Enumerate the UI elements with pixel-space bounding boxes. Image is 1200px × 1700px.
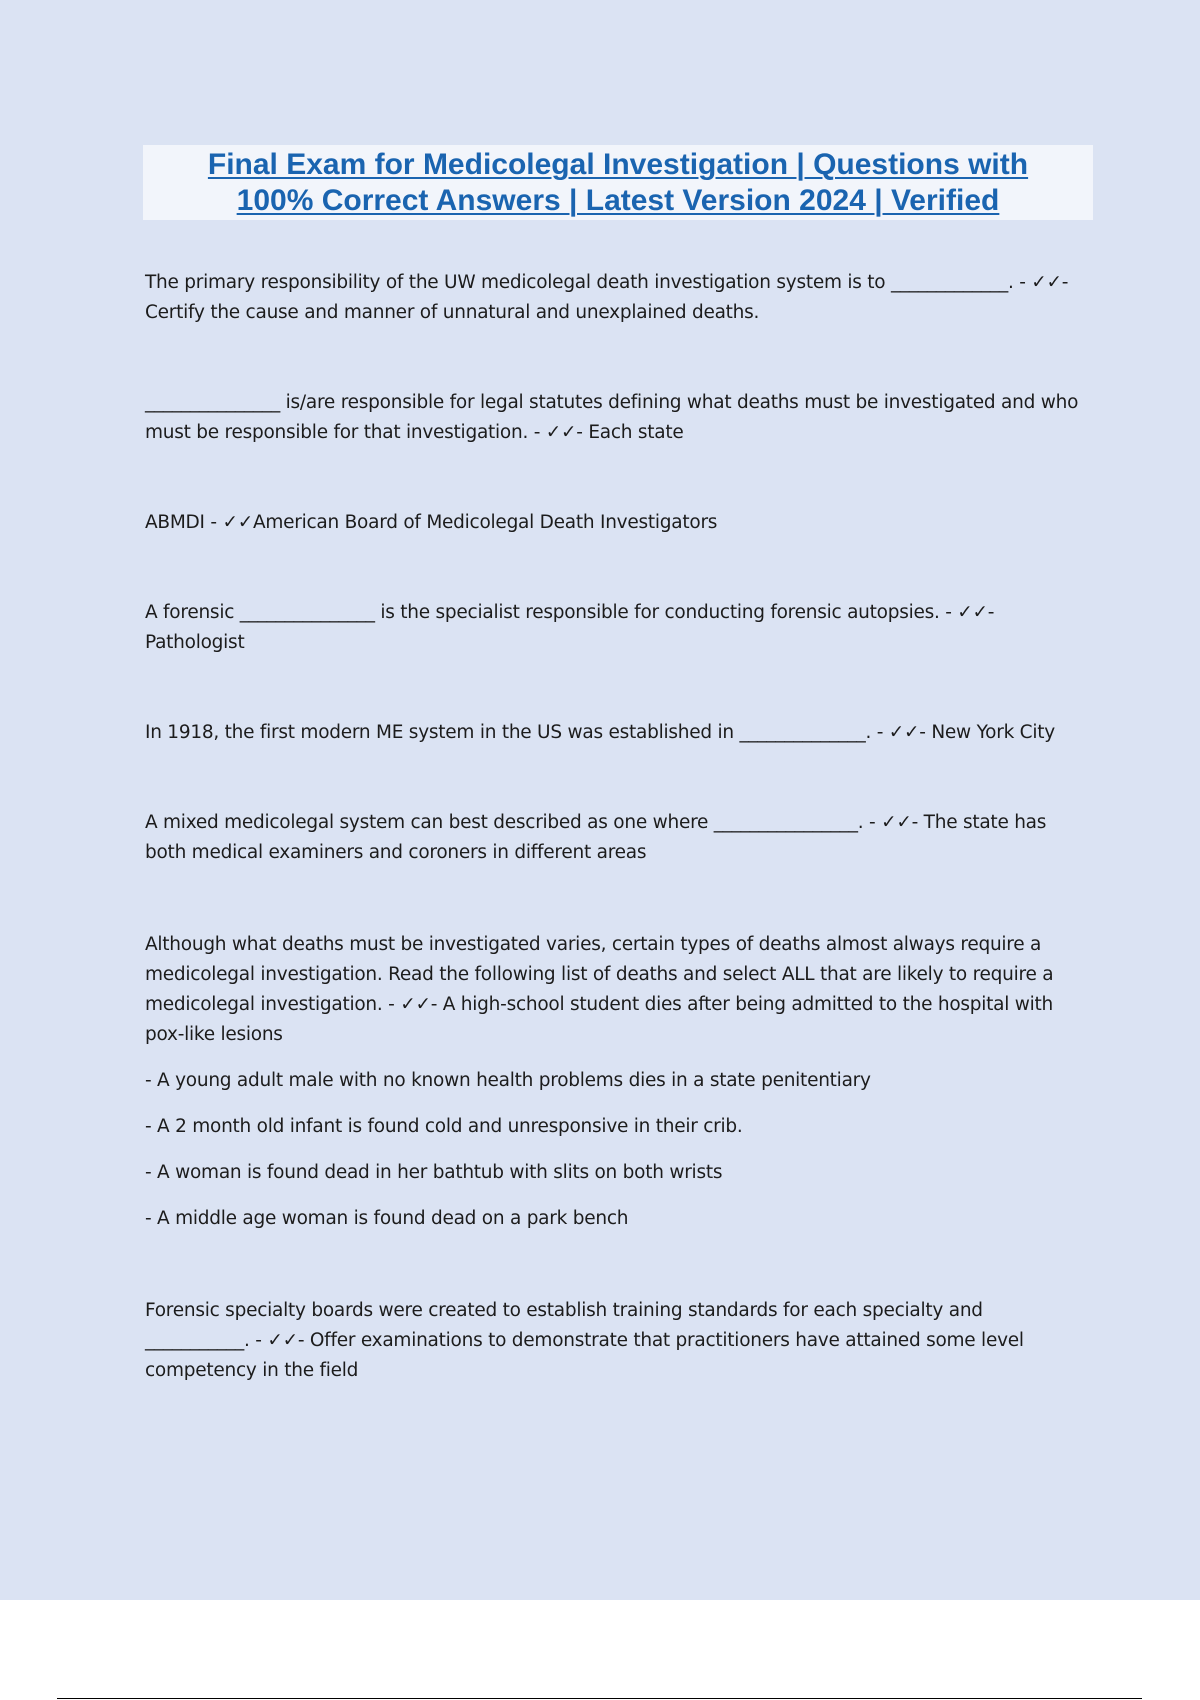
answer-bullet: - A young adult male with no known health problems dies in a state penitentiary bbox=[145, 1070, 871, 1091]
qa-item bbox=[145, 930, 1090, 1050]
qa-text: medicolegal investigation. - ✓✓- A high-school student dies after being admitted to the hospital with bbox=[145, 994, 1054, 1015]
qa-text: In 1918, the first modern ME system in the US was established in ______________. - ✓✓- New York City bbox=[145, 722, 1055, 743]
qa-text: Certify the cause and manner of unnatural and unexplained deaths. bbox=[145, 302, 760, 323]
qa-text: must be responsible for that investigation. - ✓✓- Each state bbox=[145, 422, 684, 443]
qa-text: medicolegal investigation. Read the following list of deaths and select ALL that are likely to require a bbox=[145, 964, 1054, 985]
qa-text: ___________. - ✓✓- Offer examinations to demonstrate that practitioners have attained some level bbox=[145, 1330, 1024, 1351]
title-line-2: 100% Correct Answers | Latest Version 2024 | Verified bbox=[236, 184, 1000, 217]
answer-bullet: - A 2 month old infant is found cold and unresponsive in their crib. bbox=[145, 1116, 743, 1137]
qa-text: pox-like lesions bbox=[145, 1024, 283, 1045]
qa-text: Although what deaths must be investigated varies, certain types of deaths almost always require a bbox=[145, 934, 1042, 955]
answer-bullet: - A woman is found dead in her bathtub with slits on both wrists bbox=[145, 1162, 723, 1183]
qa-item bbox=[145, 598, 1090, 658]
qa-item bbox=[145, 268, 1090, 328]
qa-text: A forensic _______________ is the specialist responsible for conducting forensic autopsies. - ✓✓- bbox=[145, 602, 995, 623]
qa-item bbox=[145, 388, 1090, 448]
question-list bbox=[145, 268, 1090, 1386]
qa-item bbox=[145, 1296, 1090, 1386]
qa-text: Forensic specialty boards were created to establish training standards for each specialty and bbox=[145, 1300, 983, 1321]
qa-text: _______________ is/are responsible for legal statutes defining what deaths must be investigated and who bbox=[145, 392, 1079, 413]
qa-text: competency in the field bbox=[145, 1360, 359, 1381]
qa-text: Pathologist bbox=[145, 632, 245, 653]
qa-item bbox=[145, 808, 1090, 868]
qa-text: both medical examiners and coroners in different areas bbox=[145, 842, 647, 863]
title-line-1: Final Exam for Medicolegal Investigation | Questions with bbox=[207, 148, 1029, 181]
qa-text: The primary responsibility of the UW medicolegal death investigation system is to _____________. - ✓✓- bbox=[145, 272, 1069, 293]
qa-text: ABMDI - ✓✓American Board of Medicolegal Death Investigators bbox=[145, 512, 718, 533]
footer-divider bbox=[57, 1698, 1142, 1699]
document-title bbox=[143, 145, 1093, 220]
answer-bullet: - A middle age woman is found dead on a park bench bbox=[145, 1208, 629, 1229]
qa-text: A mixed medicolegal system can best described as one where ________________. - ✓✓- The state has bbox=[145, 812, 1047, 833]
qa-item bbox=[145, 508, 1090, 538]
qa-item bbox=[145, 718, 1090, 748]
